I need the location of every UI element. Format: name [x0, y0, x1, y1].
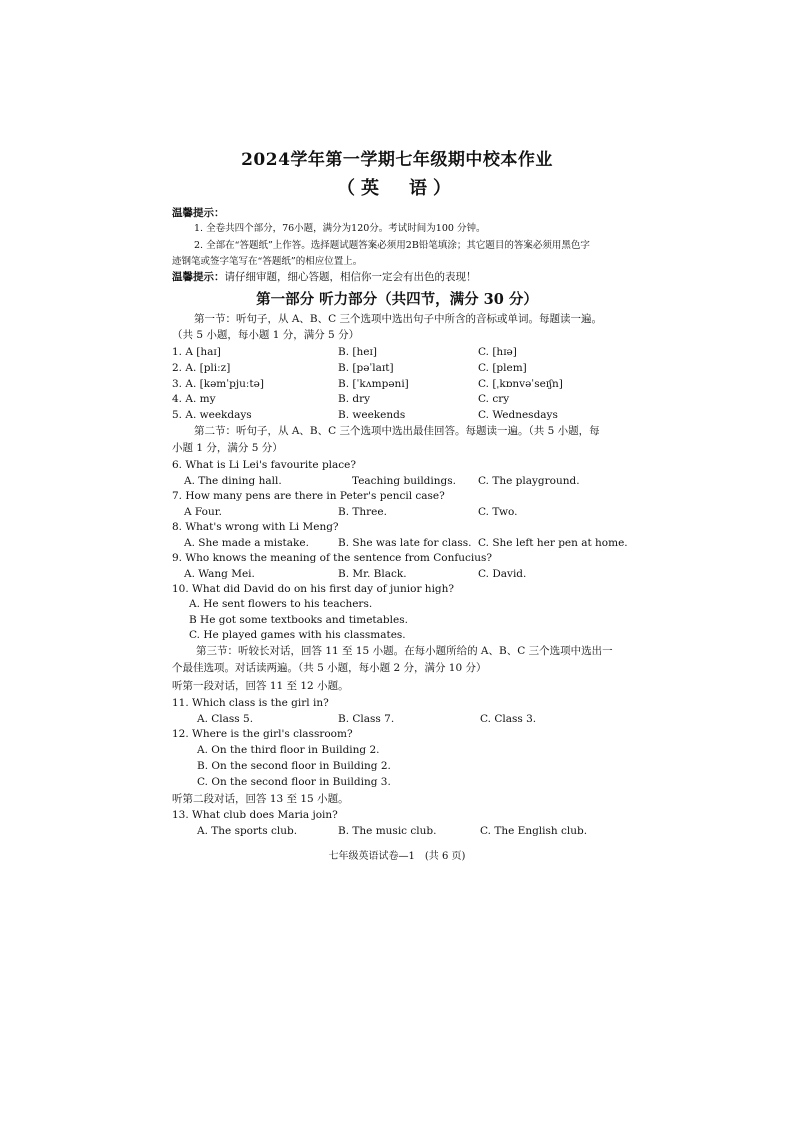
- q5-option-b: B. weekends: [338, 409, 406, 421]
- q10-option-b: B He got some textbooks and timetables.: [189, 614, 408, 626]
- q6-option-a: A. The dining hall.: [184, 475, 282, 487]
- q11-question: 11. Which class is the girl in?: [172, 697, 329, 709]
- section1-instruction-2: （共 5 小题，每小题 1 分，满分 5 分）: [172, 329, 360, 341]
- section1-instruction-1: 第一节：听句子，从 A、B、C 三个选项中选出句子中所含的音标或单词。每题读一遍。: [194, 313, 603, 325]
- q13-question: 13. What club does Maria join?: [172, 809, 338, 821]
- q1-option-b: B. [heɪ]: [338, 346, 377, 358]
- q12-question: 12. Where is the girl's classroom?: [172, 728, 353, 740]
- q9-question: 9. Who knows the meaning of the sentence from Confucius?: [172, 552, 493, 564]
- q11-option-a: A. Class 5.: [197, 713, 254, 725]
- section3-instruction-1: 第三节：听较长对话，回答 11 至 15 小题。在每小题所给的 A、B、C 三个选项中选出一: [196, 645, 613, 657]
- q4-option-c: C. cry: [478, 393, 510, 405]
- section2-instruction-1: 第二节：听句子，从 A、B、C 三个选项中选出最佳回答。每题读一遍。（共 5 小题，每: [194, 425, 600, 437]
- q7-option-a: A Four.: [184, 506, 222, 518]
- reminder-text: 请仔细审题，细心答题，相信你一定会有出色的表现！: [224, 271, 477, 283]
- dialog2-instruction: 听第二段对话，回答 13 至 15 小题。: [172, 793, 349, 805]
- q4-option-a: 4. A. my: [172, 393, 216, 405]
- q1-option-a: 1. A [haɪ]: [172, 346, 221, 358]
- exam-title: 2024学年第一学期七年级期中校本作业: [241, 150, 553, 170]
- page-footer: 七年级英语试卷—1 (共 6 页): [328, 851, 466, 862]
- q13-option-c: C. The English club.: [480, 825, 588, 837]
- q8-option-c: C. She left her pen at home.: [478, 537, 628, 549]
- subject-title: （英 语）: [337, 178, 457, 199]
- q3-option-c: C. [ˌkɒnvəˈseɪʃn]: [478, 378, 563, 390]
- section3-instruction-2: 个最佳选项。对话读两遍。（共 5 小题，每小题 2 分，满分 10 分）: [172, 662, 487, 674]
- q6-option-c: C. The playground.: [478, 475, 580, 487]
- q10-option-a: A. He sent flowers to his teachers.: [189, 598, 373, 610]
- q5-option-c: C. Wednesdays: [478, 409, 558, 421]
- q10-question: 10. What did David do on his first day of junior high?: [172, 583, 455, 595]
- q1-option-c: C. [hɪə]: [478, 346, 517, 358]
- q9-option-b: B. Mr. Black.: [338, 568, 407, 580]
- section2-instruction-2: 小题 1 分，满分 5 分）: [172, 442, 283, 454]
- q7-option-c: C. Two.: [478, 506, 518, 518]
- q6-question: 6. What is Li Lei's favourite place?: [172, 459, 357, 471]
- q11-option-c: C. Class 3.: [480, 713, 537, 725]
- reminder-label: 温馨提示：: [172, 271, 225, 283]
- q11-option-b: B. Class 7.: [338, 713, 395, 725]
- q12-option-c: C. On the second floor in Building 3.: [197, 776, 391, 788]
- q13-option-a: A. The sports club.: [197, 825, 298, 837]
- q6-option-b: Teaching buildings.: [352, 475, 456, 487]
- q12-option-b: B. On the second floor in Building 2.: [197, 760, 391, 772]
- q7-question: 7. How many pens are there in Peter's pencil case?: [172, 490, 445, 502]
- q7-option-b: B. Three.: [338, 506, 387, 518]
- q10-option-c: C. He played games with his classmates.: [189, 629, 406, 641]
- q5-option-a: 5. A. weekdays: [172, 409, 252, 421]
- notice-item-2-line-2: 迹钢笔或签字笔写在“答题纸”的相应位置上。: [172, 256, 363, 267]
- q2-option-c: C. [plem]: [478, 362, 527, 374]
- q3-option-b: B. [ˈkʌmpəni]: [338, 378, 409, 390]
- q8-option-a: A. She made a mistake.: [184, 537, 309, 549]
- dialog1-instruction: 听第一段对话，回答 11 至 12 小题。: [172, 680, 349, 692]
- q3-option-a: 3. A. [kəmˈpjuːtə]: [172, 378, 264, 390]
- q8-option-b: B. She was late for class.: [338, 537, 472, 549]
- reminder: [172, 270, 477, 284]
- q9-option-c: C. David.: [478, 568, 527, 580]
- notice-label: 温馨提示：: [172, 207, 225, 219]
- q2-option-a: 2. A. [pliːz]: [172, 362, 231, 374]
- q2-option-b: B. [pəˈlaɪt]: [338, 362, 394, 374]
- q13-option-b: B. The music club.: [338, 825, 437, 837]
- notice-item-2-line-1: 2. 全部在“答题纸”上作答。选择题试题答案必须用2B铅笔填涂；其它题目的答案必须用黑色字: [194, 240, 590, 251]
- notice-item-1: 1. 全卷共四个部分，76小题，满分为120分。考试时间为100 分钟。: [194, 223, 486, 234]
- q9-option-a: A. Wang Mei.: [184, 568, 255, 580]
- q4-option-b: B. dry: [338, 393, 371, 405]
- q8-question: 8. What's wrong with Li Meng?: [172, 521, 339, 533]
- q12-option-a: A. On the third floor in Building 2.: [197, 744, 380, 756]
- part1-title: 第一部分 听力部分（共四节，满分 30 分）: [256, 291, 538, 308]
